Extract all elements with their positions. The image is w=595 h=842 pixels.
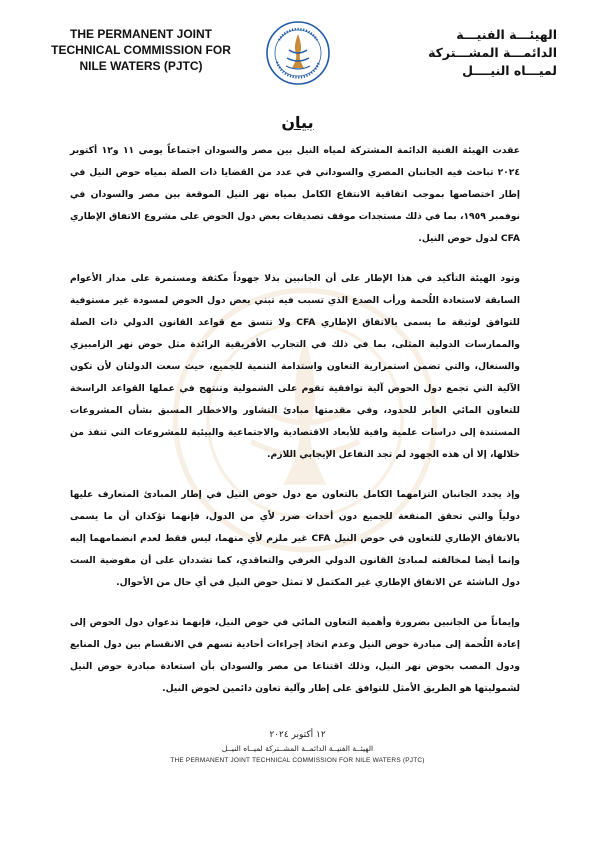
paragraph: عقدت الهيئة الفنية الدائمة المشتركة لمياه النيل بين مصر والسودان اجتماعاً يومي ١١ و١٢ أكتوبر ٢٠٢٤ تباحث فيه الجانبان المصري والسوداني في عدد من القضايا ذات الصلة بمياه حوض النيل في إطار اختصاصها بموجب اتفاقية الانتفاع الكامل بمياه نهر النيل الموقعة بين مصر والسودان في نوفمبر ١٩٥٩، بما في ذلك مستجدات موقف تصديقات بعض دول الحوض على مشروع الاتفاق الإطاري CFA لدول حوض النيل. <box>70 145 520 244</box>
statement-body <box>70 140 520 718</box>
paragraph: وإيماناً من الجانبين بضرورة وأهمية التعاون المائي في حوض النيل، فإنهما تدعوان دول الحوض إلى إعادة اللُحمة إلى مبادرة حوض النيل وعدم اتخاذ إجراءات أحادية تسهم في الانقسام بين دول المنابع ودول المصب بحوض نهر النيل، وذلك اقتناعا من مصر والسودان بأن استعادة مبادرة حوض النيل لشموليتها هو الطريق الأمثل للتوافق على إطار وآلية تعاون دائمين لحوض النيل. <box>70 617 520 694</box>
paragraph: وإذ يجدد الجانبان التزامهما الكامل بالتعاون مع دول حوض النيل في إطار المبادئ المتعارف عليها دولياً والتي تحقق المنفعة للجميع دون أحداث ضرر لأي من الدول، فإنهما تؤكدان أن ما يسمى بالاتفاق الإطاري للتعاون في حوض النيل CFA غير ملزم لأي منهما، ليس فقط لعدم انضمامهما إليه وإنما أيضا لمخالفته لمبادئ القانون الدولي العرفي والتعاقدي، كما تشددان على أن مفوضية الست دول الناشئة عن الاتفاق الإطاري غير المكتمل لا تمثل حوض النيل في أي حال من الأحوال. <box>70 489 520 588</box>
paragraph: وتود الهيئة التأكيد في هذا الإطار على أن الجانبين بذلا جهوداً مكثفة ومستمرة على مدار الأعوام السابقة لاستعادة اللُحمة ورأب الصدع الذي تسبب فيه تبني بعض دول الحوض لمسودة غير مستوفية للتوافق لوثيقة ما يسمى بالاتفاق الإطاري CFA ولا تتسق مع قواعد القانون الدولي ذات الصلة والممارسات الدولية المثلى، بما في ذلك في التجارب الأفريقية الرائدة مثل حوض نهر الزامبيزي والسنغال، والتي تضمن استمرارية التعاون واستدامة التنمية للجميع، حيث سعت الدولتان لأن تكون الآلية التي تجمع دول الحوض آلية توافقية تقوم على الشمولية وتنتهج في عملها القواعد الراسخة للتعاون المائي العابر للحدود، وفي مقدمتها مبادئ التشاور والاخطار المسبق بشأن المشروعات المستندة إلى دراسات علمية وافية للأبعاد الاقتصادية والاجتماعية والبيئية للمشروعات التي تنفذ من خلالها، إلا أن هذه الجهود لم تجد التفاعل الإيجابي اللازم. <box>70 273 521 460</box>
footer-date: ١٢ أكتوبر ٢٠٢٤ <box>269 730 326 740</box>
document-title: بيان <box>281 113 314 132</box>
header-english-line: NILE WATERS (PJTC) <box>79 59 203 73</box>
header-english-line: TECHNICAL COMMISSION FOR <box>51 43 231 57</box>
header-english-name <box>36 26 246 74</box>
footer-english-name: THE PERMANENT JOINT TECHNICAL COMMISSION FOR NILE WATERS (PJTC) <box>170 757 425 764</box>
pjtc-logo <box>265 20 331 86</box>
header-arabic-line: الهيئـــة الفنيـــة <box>456 27 557 42</box>
header-arabic-name <box>407 26 557 80</box>
header-english-line: THE PERMANENT JOINT <box>69 27 212 41</box>
header-arabic-line: لميـــاه النيــــل <box>462 63 557 78</box>
header-arabic-line: الدائمـــة المشـــتركة <box>428 45 557 60</box>
footer-arabic-name: الهيئــة الفنيــة الدائمــة المشــتركة لميــاه النيــل <box>221 744 374 753</box>
